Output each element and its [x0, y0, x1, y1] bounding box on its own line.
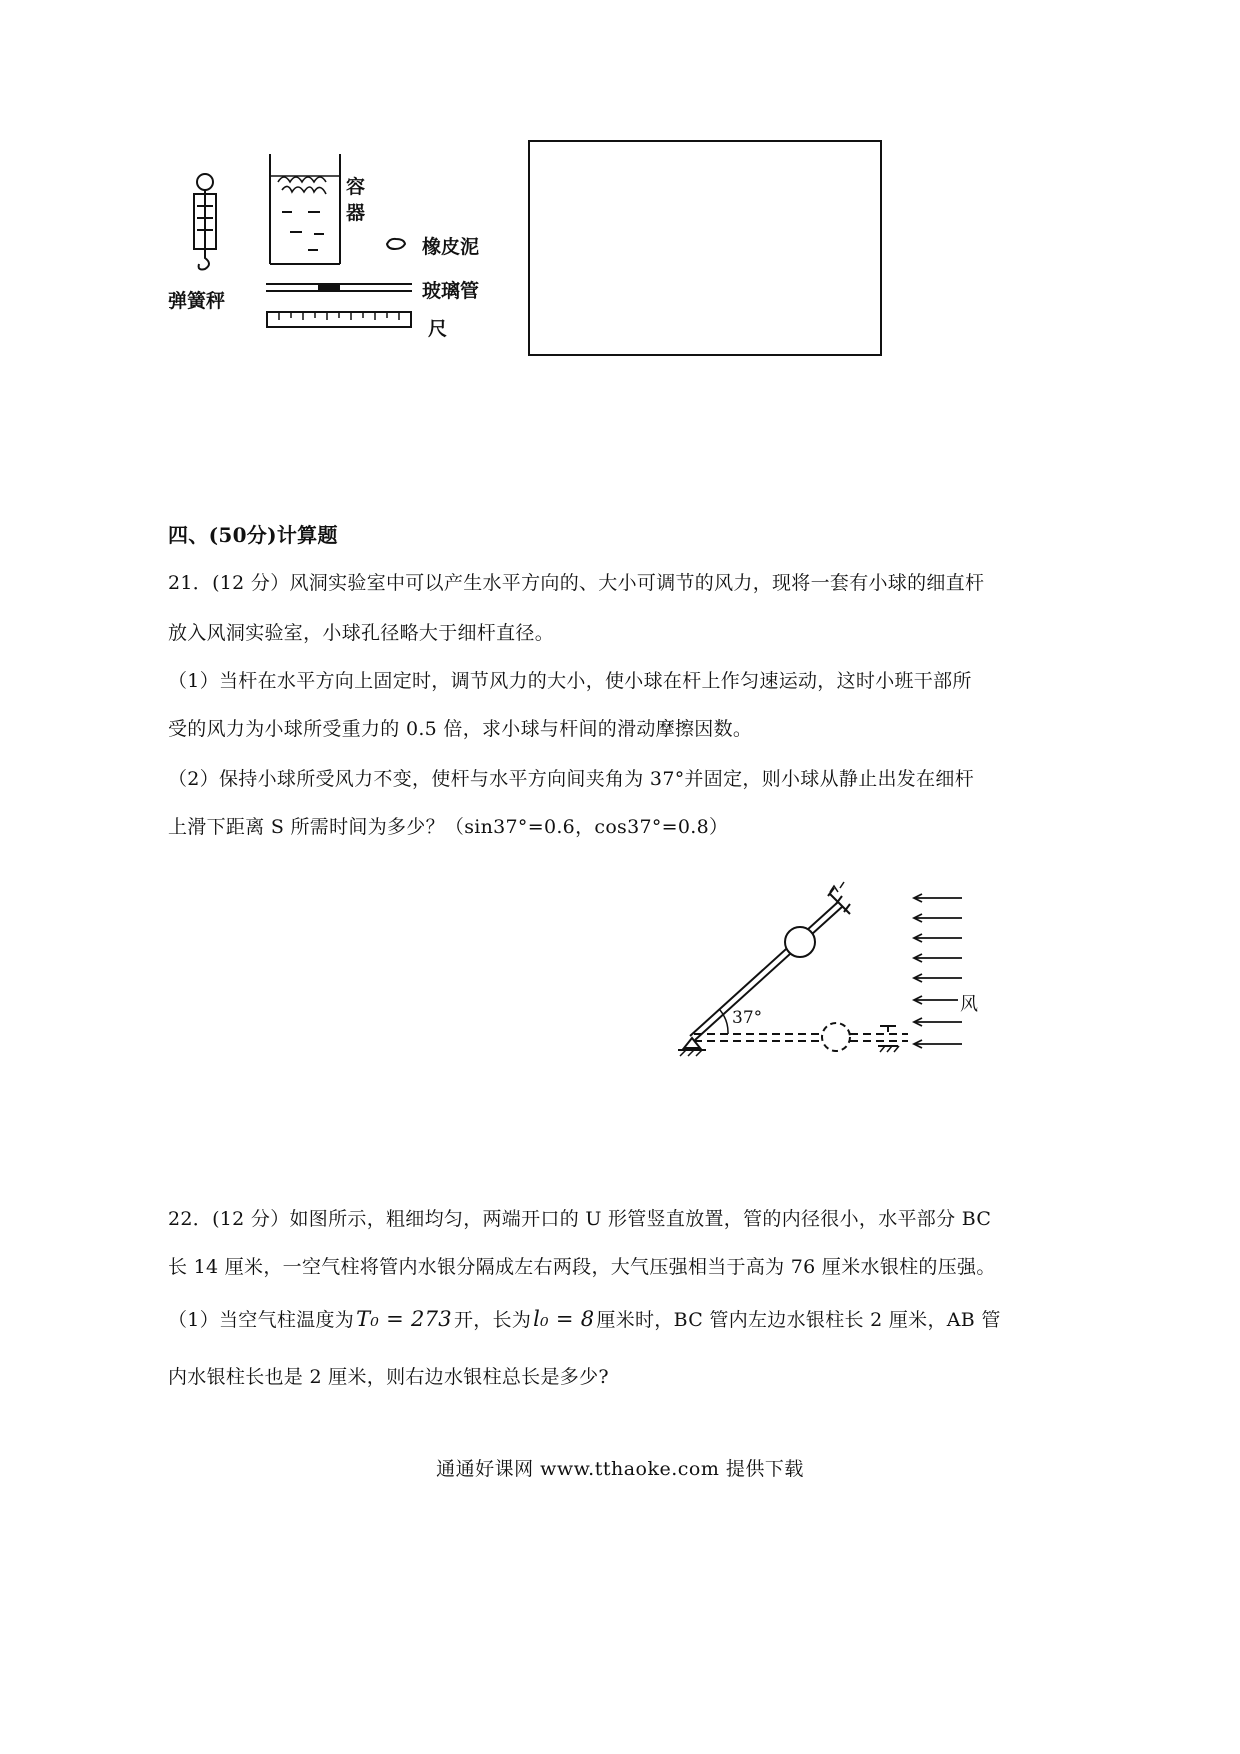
glass-tube-icon: [266, 282, 416, 294]
spring-scale-icon: [185, 172, 225, 272]
q21-rod-diagram: [670, 880, 990, 1080]
glass-tube-label: 玻璃管: [422, 280, 480, 302]
q22-part1-text-a: （1）当空气柱温度为: [168, 1309, 355, 1331]
container-label-1: 容: [346, 176, 366, 198]
q22-part1-line-2: 内水银柱长也是 2 厘米，则右边水银柱总长是多少?: [168, 1366, 609, 1388]
plasticine-label: 橡皮泥: [422, 236, 480, 258]
q22-t0-formula: T₀ = 273: [356, 1307, 452, 1331]
q21-part1-line-1: （1）当杆在水平方向上固定时，调节风力的大小，使小球在杆上作匀速运动，这时小班干部所: [168, 670, 972, 692]
q22-line-2: 长 14 厘米，一空气柱将管内水银分隔成左右两段，大气压强相当于高为 76 厘米水银柱的压强。: [168, 1256, 996, 1278]
q21-line-1: 21．(12 分）风洞实验室中可以产生水平方向的、大小可调节的风力，现将一套有小球的细直杆: [168, 572, 985, 594]
ruler-icon: [266, 311, 416, 331]
container-label-2: 器: [346, 202, 366, 224]
q21-part2-line-1: （2）保持小球所受风力不变，使杆与水平方向间夹角为 37°并固定，则小球从静止出发在细杆: [168, 768, 975, 790]
q21-line-2: 放入风洞实验室，小球孔径略大于细杆直径。: [168, 622, 555, 644]
q22-l0-formula: l₀ = 8: [533, 1307, 595, 1331]
container-icon: [268, 152, 348, 267]
q21-angle-label: 37°: [732, 1008, 763, 1028]
section-heading: 四、(50分)计算题: [168, 523, 338, 547]
plasticine-icon: [384, 236, 408, 252]
q22-part1-text-b: 开，长为: [453, 1309, 532, 1331]
ruler-label: 尺: [428, 318, 448, 340]
q22-line-1: 22．(12 分）如图所示，粗细均匀，两端开口的 U 形管竖直放置，管的内径很小，水平部分 BC: [168, 1208, 992, 1230]
q21-wind-label: 风: [960, 994, 978, 1015]
q21-part2-line-2: 上滑下距离 S 所需时间为多少？（sin37°=0.6，cos37°=0.8）: [168, 816, 729, 838]
q22-part1-line-1: [168, 1306, 1001, 1333]
footer-text: 通通好课网 www.tthaoke.com 提供下载: [436, 1458, 804, 1480]
answer-box: [528, 140, 882, 356]
q22-part1-text-c: 厘米时，BC 管内左边水银柱长 2 厘米，AB 管: [596, 1309, 1001, 1331]
spring-scale-label: 弹簧秤: [168, 290, 226, 312]
q21-part1-line-2: 受的风力为小球所受重力的 0.5 倍，求小球与杆间的滑动摩擦因数。: [168, 718, 753, 740]
